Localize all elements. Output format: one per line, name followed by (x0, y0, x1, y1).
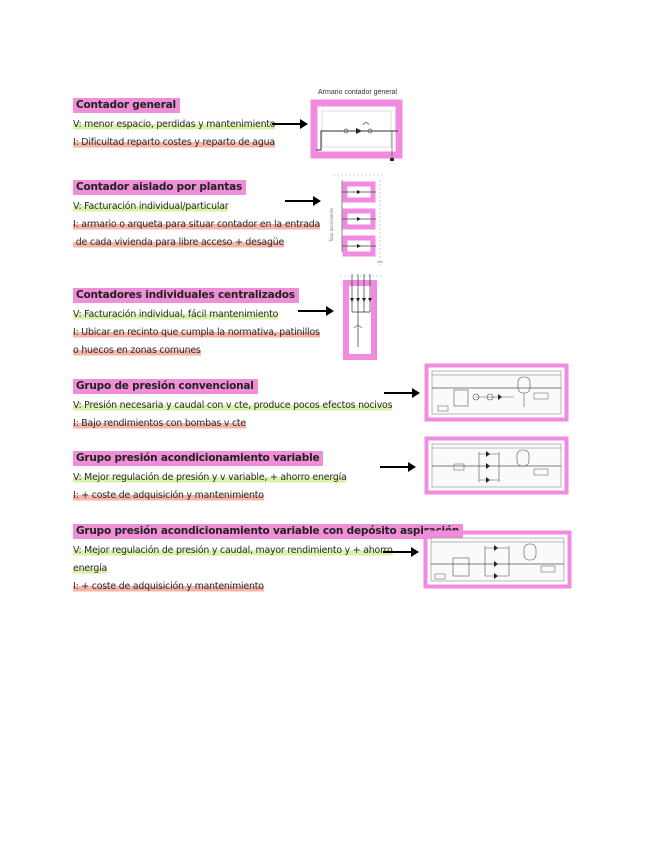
arrow-right-icon (378, 460, 418, 474)
advantage-line: V: Facturación individual, fácil mantenimiento (73, 309, 279, 320)
advantage-line-cont: energía (73, 563, 108, 575)
section-title: Contador general (73, 98, 180, 113)
section-title: Grupo presión acondicionamiento variable con depósito aspiración (73, 524, 463, 539)
advantage-line: V: Mejor regulación de presión y v variable, + ahorro energía (73, 472, 347, 483)
section-contadores-centralizados (73, 283, 320, 361)
conventional-pump-diagram (424, 363, 570, 423)
section-contador-aislado (73, 175, 320, 253)
drawback-line: I: Dificultad reparto costes y reparto de agua (73, 137, 275, 149)
arrow-right-icon (270, 117, 310, 131)
advantage-line: V: Mejor regulación de presión y caudal, mayor rendimiento y + ahorro (73, 545, 393, 556)
arrow-right-icon (382, 386, 422, 400)
drawback-line-cont: o huecos en zonas comunes (73, 345, 201, 357)
drawback-line: I: + coste de adquisición y mantenimiento (73, 490, 264, 502)
section-grupo-variable (73, 446, 347, 505)
variable-pump-tank-diagram (423, 530, 573, 590)
advantage-line: V: Facturación individual/particular (73, 201, 229, 212)
section-title: Contadores individuales centralizados (73, 288, 299, 303)
section-title: Grupo presión acondicionamiento variable (73, 451, 323, 466)
meter-cabinet-diagram (308, 98, 408, 164)
drawback-line: I: Ubicar en recinto que cumpla la normativa, patinillos (73, 327, 320, 339)
section-grupo-convencional (73, 374, 392, 433)
floor-meters-diagram (328, 172, 390, 272)
variable-pump-diagram (424, 436, 570, 496)
drawback-line: I: + coste de adquisición y mantenimiento (73, 581, 264, 593)
drawback-line: I: armario o arqueta para situar contador en la entrada (73, 219, 321, 231)
drawback-line: I: Bajo rendimientos con bombas v cte (73, 418, 246, 430)
advantage-line: V: Presión necesaria y caudal con v cte, produce pocos efectos nocivos (73, 400, 393, 411)
arrow-right-icon (296, 304, 336, 318)
svg-text:Tubo ascendente: Tubo ascendente (329, 208, 334, 242)
section-title: Grupo de presión convencional (73, 379, 258, 394)
arrow-right-icon (283, 194, 323, 208)
advantage-line: V: menor espacio, perdidas y mantenimiento (73, 119, 276, 130)
diagram-caption: Armario contador general (318, 89, 397, 96)
arrow-right-icon (381, 545, 421, 559)
centralized-meters-diagram (336, 272, 386, 364)
section-title: Contador aislado por plantas (73, 180, 246, 195)
drawback-line-cont: de cada vivienda para libre acceso + desagüe (73, 237, 285, 249)
section-contador-general (73, 93, 275, 152)
